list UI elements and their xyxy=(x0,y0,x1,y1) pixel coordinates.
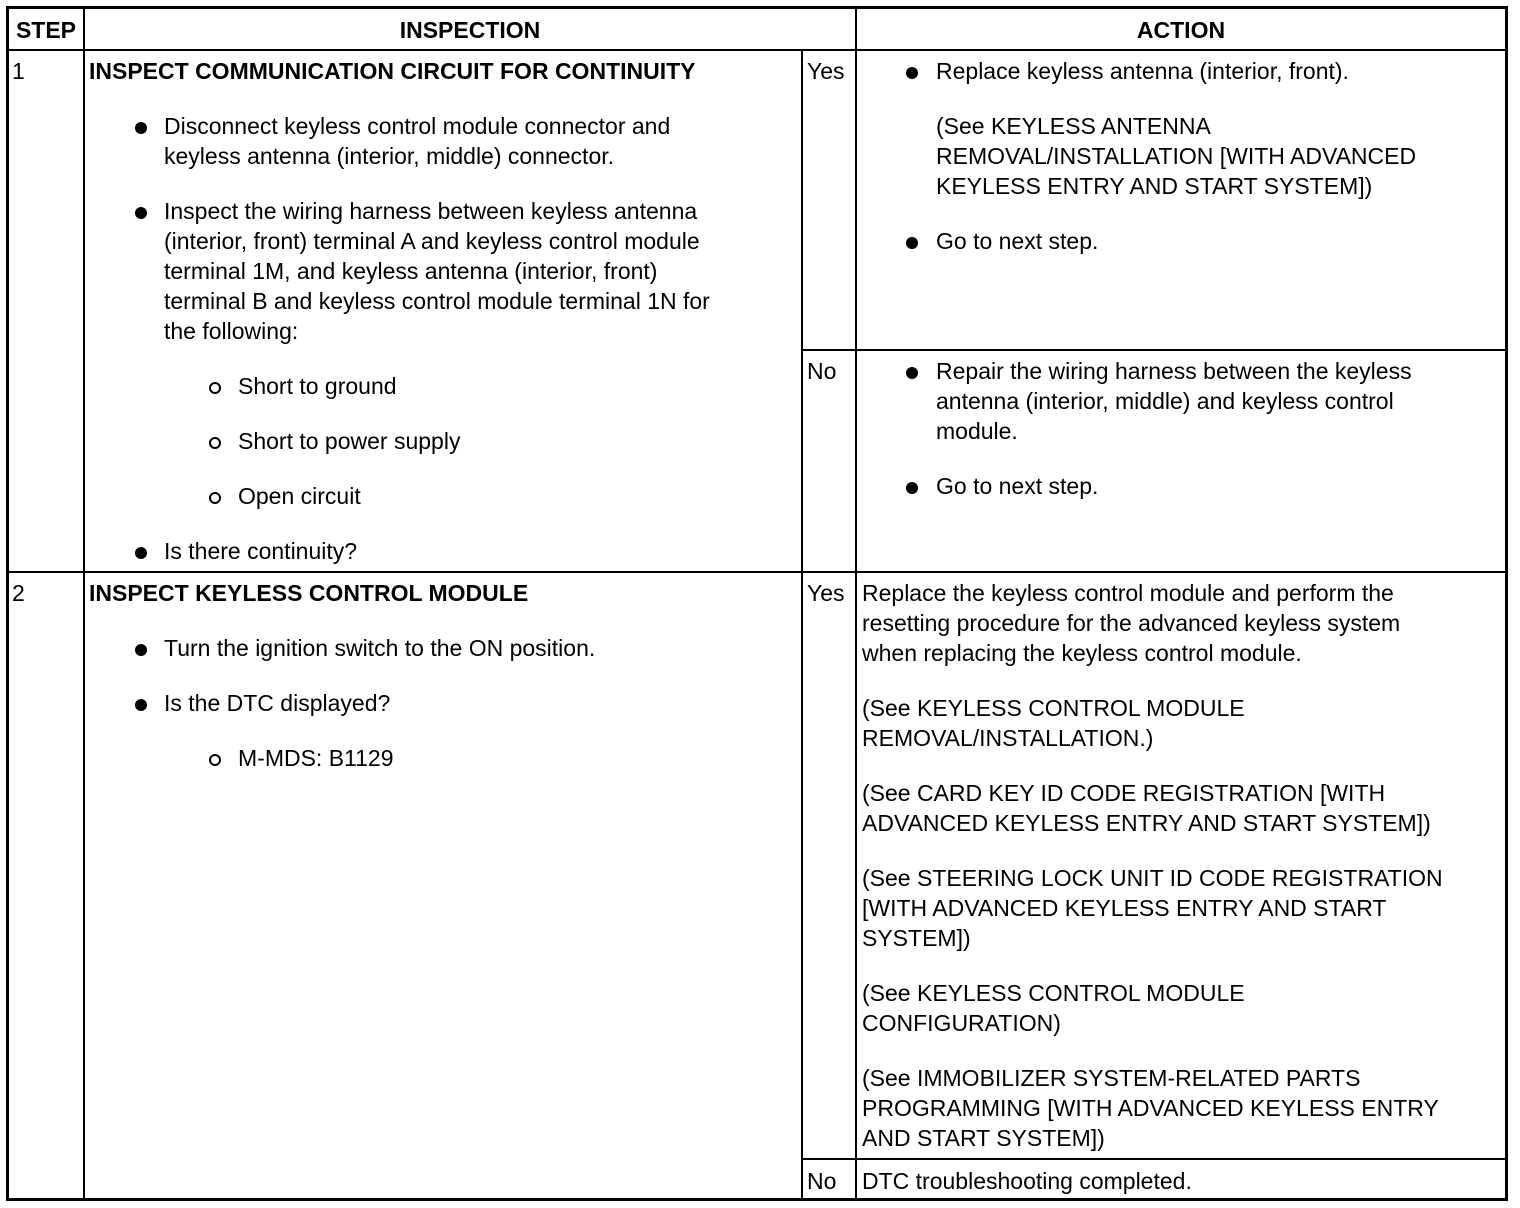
reference-line: (See IMMOBILIZER SYSTEM-RELATED PARTS xyxy=(862,1065,1361,1091)
inspection-line: (interior, front) terminal A and keyless control module xyxy=(164,228,700,254)
inspection-question: Is there continuity? xyxy=(164,538,358,564)
action-line: Go to next step. xyxy=(936,473,1099,499)
header-step: STEP xyxy=(15,17,77,43)
reference-line: (See KEYLESS CONTROL MODULE xyxy=(862,695,1245,721)
inspection-line: Disconnect keyless control module connector and xyxy=(164,113,671,139)
answer-no: No xyxy=(807,358,837,384)
reference-line: (See STEERING LOCK UNIT ID CODE REGISTRATION xyxy=(862,865,1443,891)
sub-bullet-icon xyxy=(209,437,221,449)
header-inspection: INSPECTION xyxy=(399,17,541,43)
bullet-icon xyxy=(906,67,918,79)
step-title: INSPECT COMMUNICATION CIRCUIT FOR CONTINUITY xyxy=(89,58,696,84)
step-number: 2 xyxy=(12,580,25,606)
reference-line: KEYLESS ENTRY AND START SYSTEM]) xyxy=(936,173,1373,199)
step-number: 1 xyxy=(12,58,25,84)
inspection-line: Turn the ignition switch to the ON position. xyxy=(164,635,596,661)
action-line: DTC troubleshooting completed. xyxy=(862,1168,1192,1194)
header-action: ACTION xyxy=(1136,17,1226,43)
col-divider-step xyxy=(83,9,85,1198)
sub-bullet-icon xyxy=(209,754,221,766)
bullet-icon xyxy=(135,547,147,559)
row-divider-step2 xyxy=(9,571,1505,573)
reference-line: REMOVAL/INSTALLATION [WITH ADVANCED xyxy=(936,143,1417,169)
step-title: INSPECT KEYLESS CONTROL MODULE xyxy=(89,580,529,606)
col-divider-action xyxy=(855,9,857,1198)
answer-yes: Yes xyxy=(807,58,845,84)
reference-line: REMOVAL/INSTALLATION.) xyxy=(862,725,1154,751)
bullet-icon xyxy=(135,644,147,656)
bullet-icon xyxy=(135,122,147,134)
reference-line: SYSTEM]) xyxy=(862,925,971,951)
answer-no: No xyxy=(807,1168,837,1194)
action-line: Replace the keyless control module and perform the xyxy=(862,580,1394,606)
reference-line: PROGRAMMING [WITH ADVANCED KEYLESS ENTRY xyxy=(862,1095,1439,1121)
sub-item: Short to power supply xyxy=(238,428,461,454)
reference-line: CONFIGURATION) xyxy=(862,1010,1061,1036)
reference-line: (See KEYLESS CONTROL MODULE xyxy=(862,980,1245,1006)
sub-bullet-icon xyxy=(209,492,221,504)
bullet-icon xyxy=(906,482,918,494)
sub-item: Open circuit xyxy=(238,483,361,509)
sub-item: M-MDS: B1129 xyxy=(238,745,394,771)
col-divider-answer xyxy=(801,50,803,1198)
bullet-icon xyxy=(135,207,147,219)
bullet-icon xyxy=(135,699,147,711)
step2-yes-no-divider xyxy=(801,1158,1505,1160)
inspection-line: terminal B and keyless control module terminal 1N for xyxy=(164,288,710,314)
inspection-line: keyless antenna (interior, middle) connector. xyxy=(164,143,615,169)
sub-item: Short to ground xyxy=(238,373,397,399)
reference-line: [WITH ADVANCED KEYLESS ENTRY AND START xyxy=(862,895,1387,921)
action-line: module. xyxy=(936,418,1018,444)
troubleshooting-table xyxy=(6,6,1508,1201)
bullet-icon xyxy=(906,367,918,379)
inspection-line: terminal 1M, and keyless antenna (interior, front) xyxy=(164,258,658,284)
action-line: antenna (interior, middle) and keyless control xyxy=(936,388,1394,414)
sub-bullet-icon xyxy=(209,382,221,394)
step1-yes-no-divider xyxy=(801,349,1505,351)
reference-line: AND START SYSTEM]) xyxy=(862,1125,1105,1151)
action-line: when replacing the keyless control module. xyxy=(862,640,1302,666)
inspection-question: Is the DTC displayed? xyxy=(164,690,391,716)
answer-yes: Yes xyxy=(807,580,845,606)
reference-line: (See KEYLESS ANTENNA xyxy=(936,113,1211,139)
action-line: Go to next step. xyxy=(936,228,1099,254)
inspection-line: Inspect the wiring harness between keyless antenna xyxy=(164,198,698,224)
reference-line: (See CARD KEY ID CODE REGISTRATION [WITH xyxy=(862,780,1386,806)
action-line: Repair the wiring harness between the keyless xyxy=(936,358,1412,384)
action-line: resetting procedure for the advanced keyless system xyxy=(862,610,1401,636)
inspection-line: the following: xyxy=(164,318,299,344)
action-line: Replace keyless antenna (interior, front). xyxy=(936,58,1349,84)
bullet-icon xyxy=(906,237,918,249)
reference-line: ADVANCED KEYLESS ENTRY AND START SYSTEM]) xyxy=(862,810,1431,836)
